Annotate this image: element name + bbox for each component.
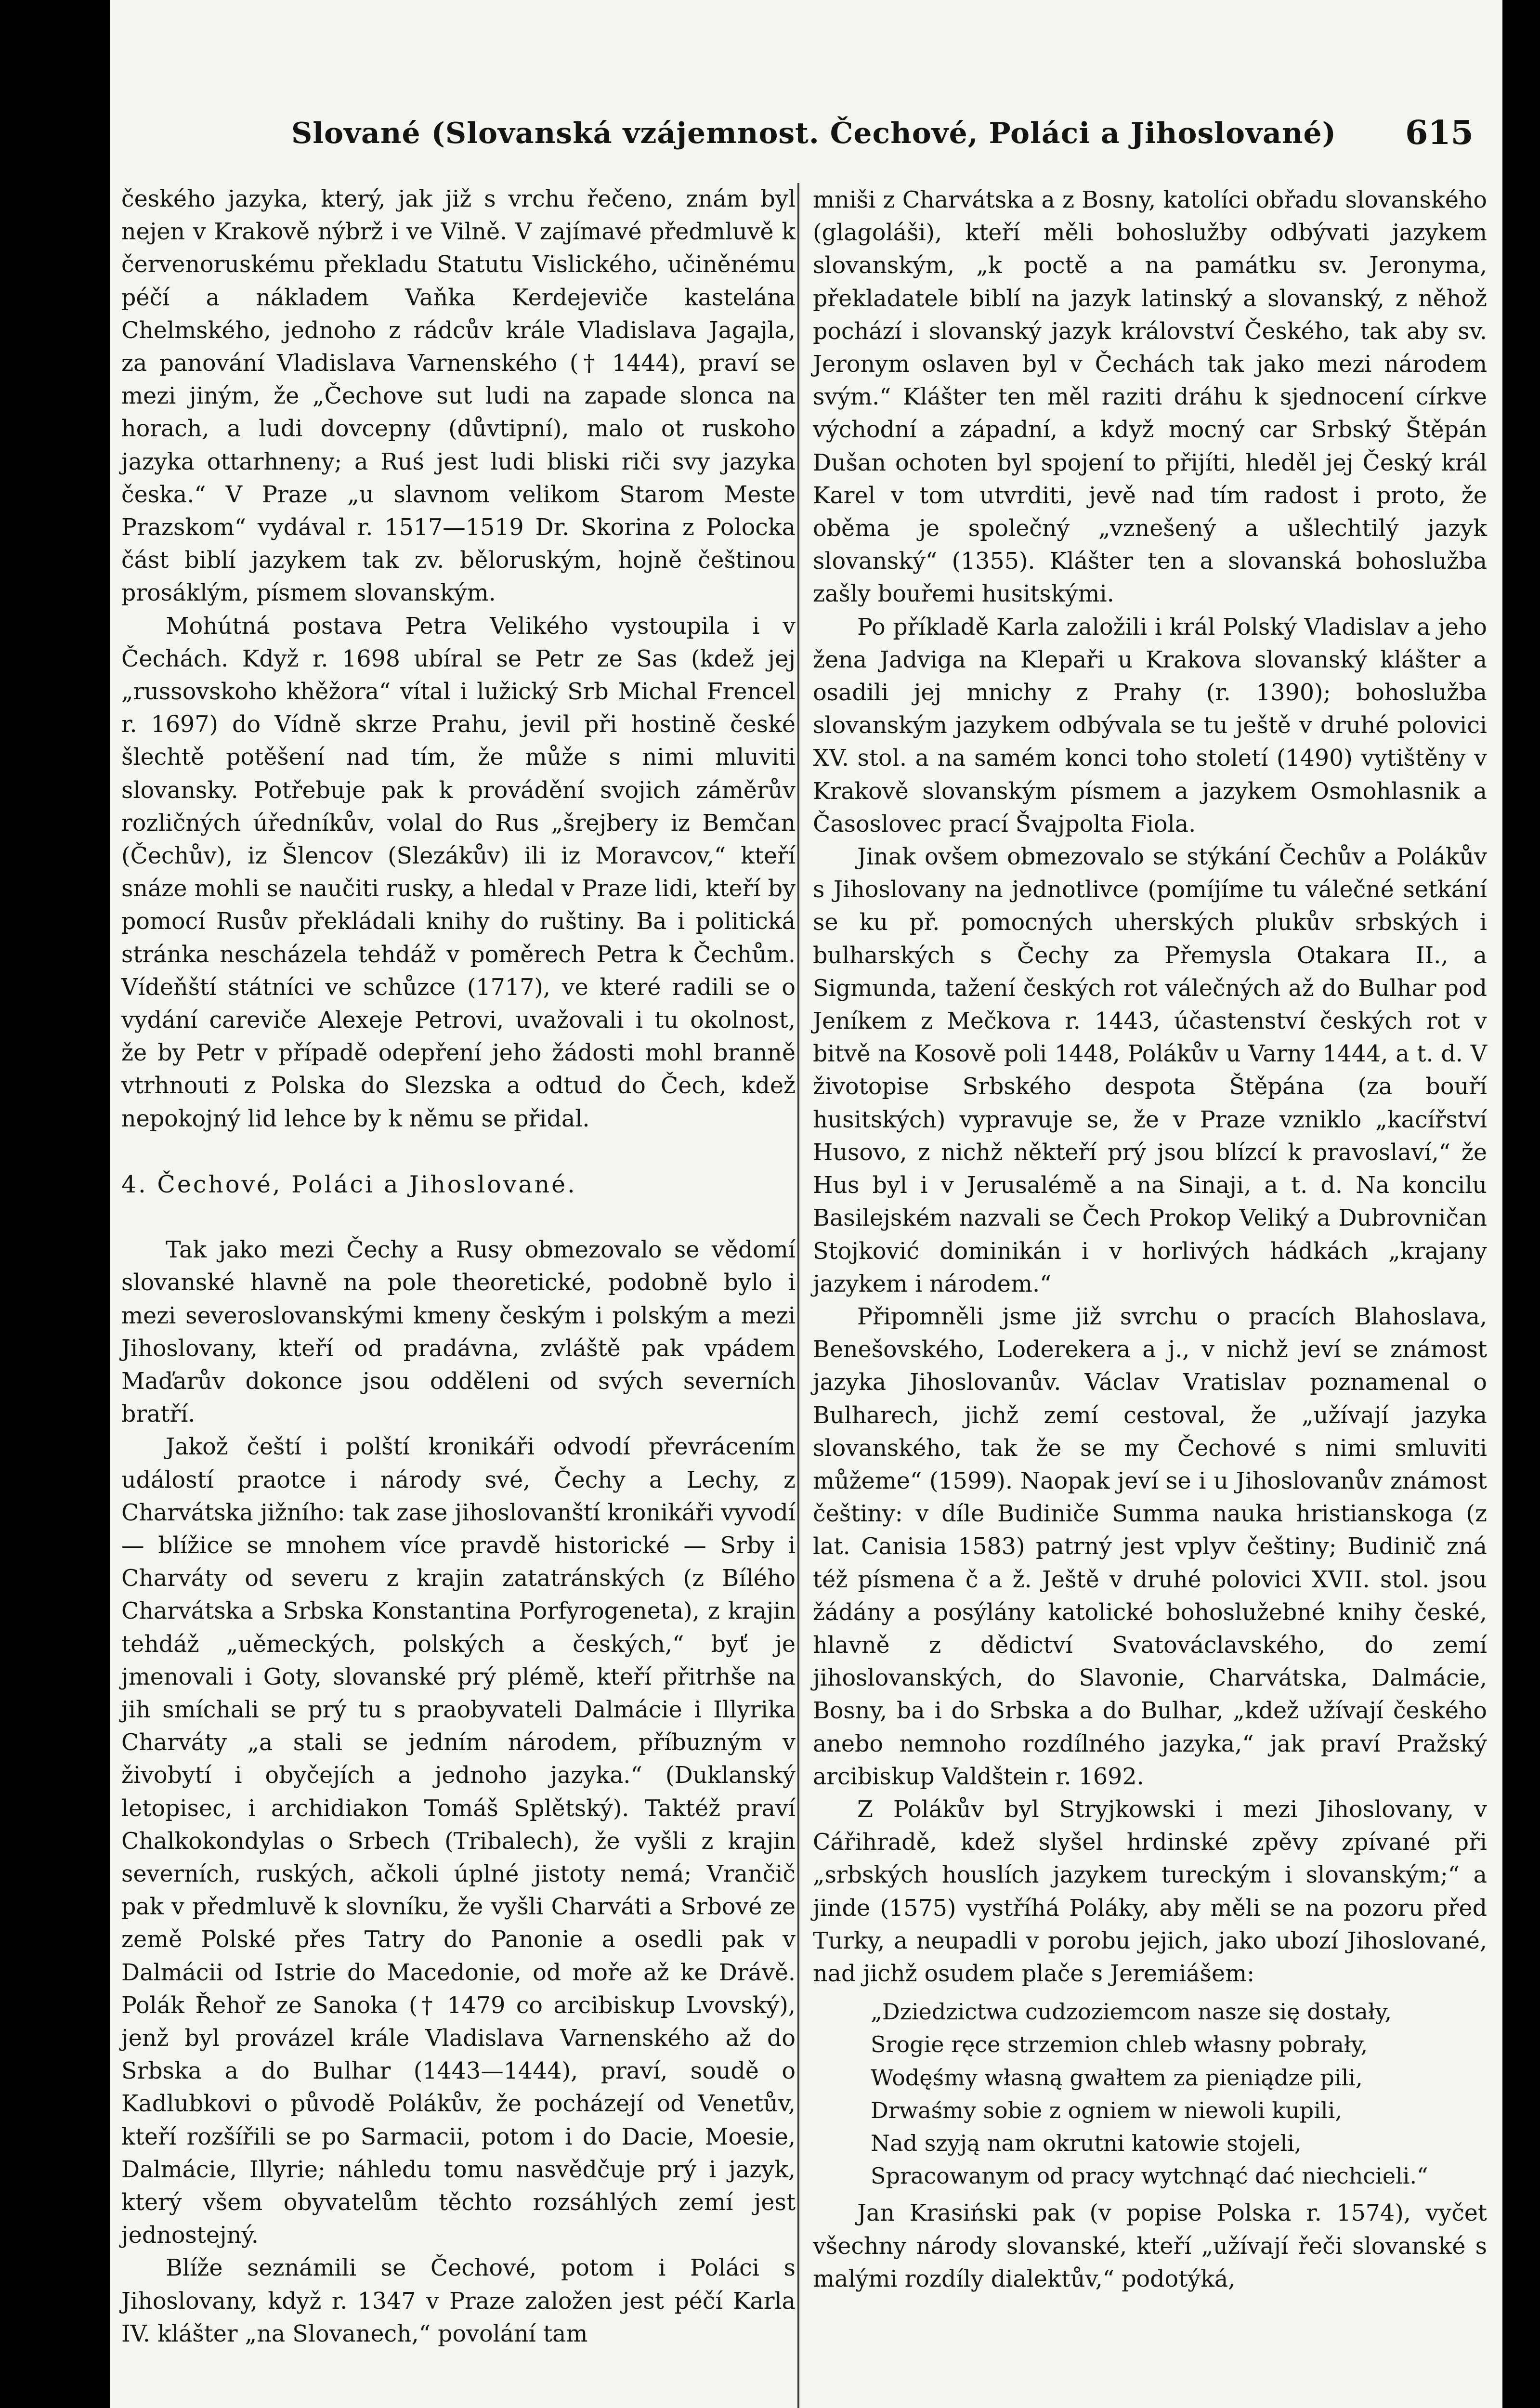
poem-quote bbox=[871, 1995, 1487, 2192]
poem-line: Spracowanym od pracy wytchnąć dać niechcieli.“ bbox=[871, 2163, 1428, 2189]
right-paragraph-2: Po příkladě Karla založili i král Polský Vladislav a jeho žena Jadviga na Klepaři u Krakova slovanský klášter a osadili jej mnichy z Prahy (r. 1390); bohoslužba slovanským jazykem odbývala se tu ještě v druhé polovici XV. stol. a na samém konci toho století (1490) vytištěny v Krakově slovanským písmem a jazykem Osmohlasnik a Časoslovec prací Švajpolta Fiola. bbox=[813, 614, 1487, 838]
running-head bbox=[265, 110, 1474, 168]
poem-line: Wodęśmy własną gwałtem za pieniądze pili, bbox=[871, 2064, 1363, 2091]
book-page bbox=[110, 0, 1502, 2408]
section-heading: 4. Čechové, Poláci a Jihoslované. bbox=[121, 1170, 577, 1198]
poem-line: Srogie ręce strzemion chleb własny pobrały, bbox=[871, 2031, 1368, 2058]
left-paragraph-4: Jakož čeští i polští kronikáři odvodí převrácením událostí praotce i národy své, Čechy a Lechy, z Charvátska jižního: tak zase jihoslovanští kronikáři vyvodí — blížice se mnohem více pravdě historické — Srby i Charváty od severu z krajin zatatránských (z Bílého Charvátska a Srbska Konstantina Porfyrogeneta), z krajin tehdáž „uěmeckých, polských a českých,“ byť je jmenovali i Goty, slovanské prý plémě, kteří přitrhše na jih smíchali se prý tu s praobyvateli Dalmácie i Illyrika Charváty „a stali se jedním národem, příbuzným v živobytí i obyčejích a jednoho jazyka.“ (Duklanský letopisec, i archidiakon Tomáš Splětský). Taktéž praví Chalkokondylas o Srbech (Tribalech), že vyšli z krajin severních, ruských, ačkoli úplné jistoty nemá; Vrančič pak v předmluvě k slovníku, že vyšli Charváti a Srbové ze země Polské přes Tatry do Panonie a osedli pak v Dalmácii od Istrie do Macedonie, od moře až ke Drávě. Polák Řehoř ze Sanoka († 1479 co arcibiskup Lvovský), jenž byl provázel krále Vladislava Varnenského až do Srbska a do Bulhar (1443—1444), praví, soudě o Kadlubkovi o původě Polákův, že pocházejí od Venetův, kteří rozšířili se po Sarmacii, potom i do Dacie, Moesie, Dalmácie, Illyrie; náhledu tomu nasvědčuje prý i jazyk, který všem obyvatelům těchto rozsáhlých zemí jest jednostejný. bbox=[121, 1434, 796, 2249]
left-paragraph-2: Mohútná postava Petra Velikého vystoupila i v Čechách. Když r. 1698 ubíral se Petr ze Sas (kdež jej „russovskoho khěžora“ vítal i lužický Srb Michal Frencel r. 1697) do Vídně skrze Prahu, jevil při hostině české šlechtě potěšení nad tím, že může s nimi mluviti slovansky. Potřebuje pak k provádění svojich záměrův rozličných úředníkův, volal do Rus „šrejbery iz Bemčan (Čechův), iz Šlencov (Slezákův) ili iz Moravcov,“ kteří snáze mohli se naučiti rusky, a hledal v Praze lidi, kteří by pomocí Rusův překládali knihy do ruštiny. Ba i politická stránka nescházela tehdáž v poměrech Petra k Čechům. Vídeňští státníci ve schůzce (1717), ve které radili se o vydání careviče Alexeje Petrovi, uvažovali i tu okolnost, že by Petr v případě odepření jeho žádosti mohl branně vtrhnouti z Polska do Slezska a odtud do Čech, kdež nepokojný lid lehce by k němu se přidal. bbox=[121, 613, 796, 1132]
poem-line: „Dziedzictwa cudzoziemcom nasze się dostały, bbox=[871, 1999, 1392, 2025]
left-paragraph-3: Tak jako mezi Čechy a Rusy obmezovalo se vědomí slovanské hlavně na pole theoretické, podobně bylo i mezi severoslovanskými kmeny českým i polským a mezi Jihoslovany, kteří od pradávna, zvláště pak vpádem Maďarův dokonce jsou odděleni od svých severních bratří. bbox=[121, 1237, 796, 1428]
column-divider bbox=[797, 183, 799, 2408]
poem-line: Nad szyją nam okrutni katowie stojeli, bbox=[871, 2130, 1302, 2156]
right-paragraph-4: Připomněli jsme již svrchu o pracích Blahoslava, Benešovského, Loderekera a j., v nichž jeví se známost jazyka Jihoslovanův. Václav Vratislav poznamenal o Bulharech, jichž zemí cestoval, že „užívají jazyka slovanského, tak že se my Čechové s nimi smluviti můžeme“ (1599). Naopak jeví se i u Jihoslovanův známost češtiny: v díle Budiniče Summa nauka hristianskoga (z lat. Canisia 1583) patrný jest vplyv češtiny; Budinič zná též písmena č a ž. Ještě v druhé polovici XVII. stol. jsou žádány a posýlány katolické bohoslužebné knihy české, hlavně z dědictví Svatováclavského, do zemí jihoslovanských, do Slavonie, Charvátska, Dalmácie, Bosny, ba i do Srbska a do Bulhar, „kdež užívají českého anebo nemnoho rozdílného jazyka,“ jak praví Pražský arcibiskup Valdštein r. 1692. bbox=[813, 1303, 1487, 1790]
left-paragraph-1: českého jazyka, který, jak již s vrchu řečeno, znám byl nejen v Krakově nýbrž i ve Vilně. V zajímavé předmluvě k červenoruskému překladu Statutu Vislického, učiněnému péčí a nákladem Vaňka Kerdejeviče kastelána Chelmského, jednoho z rádcův krále Vladislava Jagajla, za panování Vladislava Varnenského († 1444), praví se mezi jiným, že „Čechove sut ludi na zapade slonca na horach, a ludi dovcepny (důvtipní), malo ot ruskoho jazyka ottarhneny; a Ruś jest ludi bliski riči svy jazyka česka.“ V Praze „u slavnom velikom Starom Meste Prazskom“ vydával r. 1517—1519 Dr. Skorina z Polocka část biblí jazykem tak zv. běloruským, hojně češtinou prosáklým, písmem slovanským. bbox=[121, 186, 796, 607]
right-paragraph-6: Jan Krasiński pak (v popise Polska r. 1574), vyčet všechny národy slovanské, kteří „užívají řeči slovanské s malými rozdíly dialektův,“ podotýká, bbox=[813, 2200, 1487, 2292]
poem-line: Drwaśmy sobie z ogniem w niewoli kupili, bbox=[871, 2097, 1342, 2123]
left-paragraph-5: Blíže seznámili se Čechové, potom i Poláci s Jihoslovany, když r. 1347 v Praze založen jest péčí Karla IV. klášter „na Slovanech,“ povolání tam bbox=[121, 2255, 796, 2347]
right-paragraph-3: Jinak ovšem obmezovalo se stýkání Čechův a Polákův s Jihoslovany na jednotlivce (pomíjíme tu válečné setkání se ku př. pomocných uherských plukův srbských i bulharských s Čechy za Přemysla Otakara II., a Sigmunda, tažení českých rot válečných až do Bulhar pod Jeníkem z Mečkova r. 1443, účastenství českých rot v bitvě na Kosově poli 1448, Polákův u Varny 1444, a t. d. V životopise Srbského despota Štěpána (za bouří husitských) vypravuje se, že v Praze vzniklo „kacířství Husovo, z nichž někteří prý jsou blízcí k pravoslaví,“ že Hus byl i v Jerusalémě a na Sinaji, a t. d. Na koncilu Basilejském nazvali se Čech Prokop Veliký a Dubrovničan Stojković dominikán i v horlivých hádkách „krajany jazykem i národem.“ bbox=[813, 844, 1487, 1297]
right-column bbox=[813, 184, 1487, 2296]
left-column bbox=[121, 183, 796, 2351]
running-title: Slované (Slovanská vzájemnost. Čechové, Poláci a Jihoslované) bbox=[291, 117, 1337, 150]
right-paragraph-5: Z Polákův byl Stryjkowski i mezi Jihoslovany, v Cářihradě, kdež slyšel hrdinské zpěvy zpívané při „srbských houslích jazykem tureckým i slovanským;“ a jinde (1575) vystříhá Poláky, aby měli se na pozoru před Turky, a neupadli v porobu jejich, jako ubozí Jihoslované, nad jichž osudem plače s Jeremiášem: bbox=[813, 1796, 1487, 1987]
page-number: 615 bbox=[1405, 114, 1474, 152]
right-paragraph-1: mniši z Charvátska a z Bosny, katolíci obřadu slovanského (glagoláši), kteří měli bohoslužby odbývati jazykem slovanským, „k poctě a na památku sv. Jeronyma, překladatele biblí na jazyk latinský a slovanský, z něhož pochází i slovanský jazyk království Českého, tak aby sv. Jeronym oslaven byl v Čechách tak jako mezi národem svým.“ Klášter ten měl raziti dráhu k sjednocení církve východní a západní, a když mocný car Srbský Štěpán Dušan ochoten byl spojení to přijíti, hleděl jej Český král Karel v tom utvrditi, jevě nad tím radost i proto, že oběma je společný „vznešený a ušlechtilý jazyk slovanský“ (1355). Klášter ten a slovanská bohoslužba zašly bouřemi husitskými. bbox=[813, 187, 1487, 608]
